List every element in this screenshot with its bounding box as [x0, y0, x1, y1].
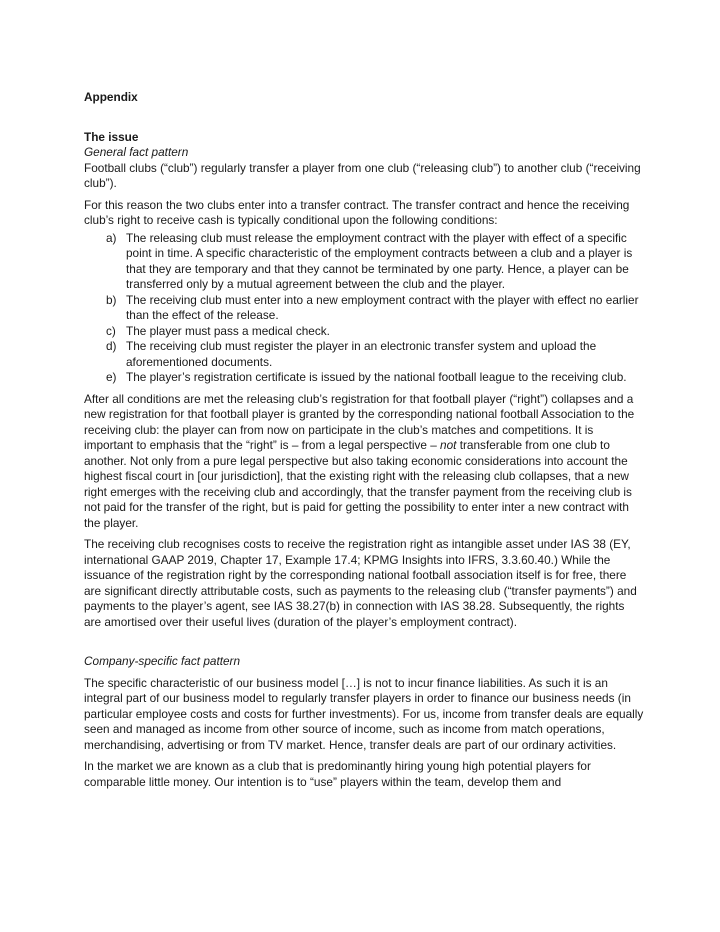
emphasis-text: not — [440, 438, 457, 452]
condition-text: The releasing club must release the employment contract with the player with effect of a specific point in time. A specific characteristic of the employment contracts between a club and a player is that they are temporary and that they cannot be terminated by one party. Hence, a player can be transferred only by a mutual agreement between the club and the player. — [126, 230, 633, 291]
condition-item-d — [84, 339, 644, 370]
condition-item-b — [84, 293, 644, 324]
company-paragraph-1: The specific characteristic of our business model […] is not to incur finance liabilities. As such it is an integral part of our business model to regularly transfer players in order to finance our business needs (in particular employee costs and costs for further investments). For us, income from transfer deals are equally seen and managed as income from other source of income, such as income from match operations, merchandising, advertising or from TV market. Hence, transfer deals are part of our ordinary activities. — [84, 675, 644, 752]
condition-text: The player’s registration certificate is issued by the national football league to the receiving club. — [126, 370, 627, 384]
company-paragraph-2: In the market we are known as a club that is predominantly hiring young high potential players for comparable little money. Our intention is to “use” players within the team, develop them and — [84, 759, 591, 789]
condition-item-a — [84, 231, 644, 293]
condition-text: The receiving club must enter into a new employment contract with the player with effect no earlier than the effect of the release. — [126, 292, 639, 322]
condition-item-e — [84, 370, 644, 386]
paragraph-text: After all conditions are met the releasing club’s registration for that football player (“right”) collapses and a new registration for that football player is granted by the corresponding national football Association to the receiving club: the player can from now on participate in the club’s matches and competitions. It is important to emphasis that the “right” is – from a legal perspective – — [84, 391, 635, 452]
list-marker: a) — [106, 230, 117, 245]
list-marker: d) — [106, 339, 117, 353]
appendix-heading: Appendix — [84, 90, 138, 104]
general-paragraph-4: The receiving club recognises costs to receive the registration right as intangible asset under IAS 38 (EY, international GAAP 2019, Chapter 17, Example 17.4; KPMG Insights into IFRS, 3.3.60.40.) While the issuance of the registration right by the corresponding national football association itself is for free, there are significant directly attributable costs, such as payments to the releasing club (“transfer payments”) and payments to the player’s agent, see IAS 38.27(b) in connection with IAS 38.28. Subsequently, the rights are amortised over their useful lives (duration of the player’s employment contract). — [84, 537, 637, 629]
general-fact-pattern-subheading: General fact pattern — [84, 145, 189, 159]
condition-item-c — [84, 324, 644, 340]
list-marker: b) — [106, 292, 117, 307]
general-paragraph-3 — [84, 392, 644, 532]
condition-text: The player must pass a medical check. — [126, 323, 330, 338]
company-fact-pattern-subheading: Company-specific fact pattern — [84, 654, 241, 668]
issue-heading: The issue — [84, 129, 139, 144]
general-paragraph-1: Football clubs (“club”) regularly transfer a player from one club (“releasing club”) to another club (“receiving club”). — [84, 160, 641, 190]
condition-text: The receiving club must register the player in an electronic transfer system and upload the aforementioned documents. — [126, 339, 597, 369]
list-marker: e) — [106, 370, 117, 384]
document-page — [84, 90, 644, 796]
paragraph-text: transferable from one club to another. Not only from a pure legal perspective but also taking economic considerations into account the highest fiscal court in [our jurisdiction], that the existing right with the releasing club collapses, that a new right emerges with the receiving club and accordingly, that the transfer payment from the receiving club is not paid for the transfer of the right, but is paid for getting the possibility to enter inter a new contract with the player. — [84, 438, 632, 530]
conditions-list — [84, 231, 644, 386]
general-paragraph-2: For this reason the two clubs enter into a transfer contract. The transfer contract and hence the receiving club’s right to receive cash is typically conditional upon the following conditions: — [84, 197, 630, 227]
list-marker: c) — [106, 323, 116, 338]
